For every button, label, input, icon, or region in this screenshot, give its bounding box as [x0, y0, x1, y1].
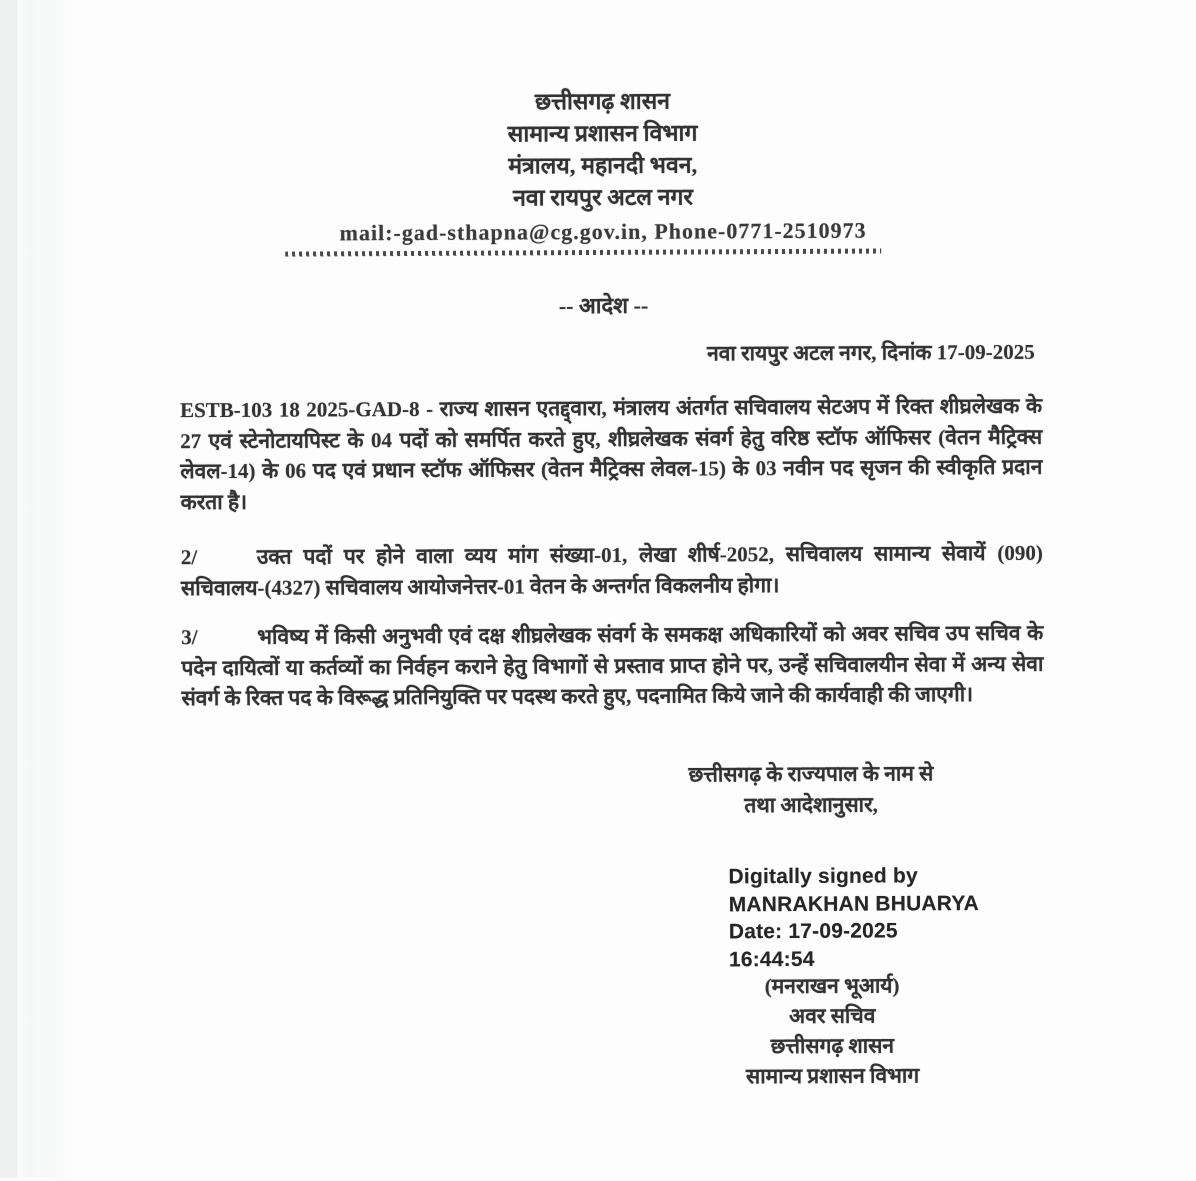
paragraph-3 [181, 618, 1043, 714]
closing-line-2: तथा आदेशानुसार, [744, 792, 878, 818]
signatory-name: (मनराखन भूआर्य) [764, 973, 900, 999]
address-line-2: नवा रायपुर अटल नगर [512, 184, 693, 211]
paragraph-2-number: 2/ [180, 545, 198, 570]
signatory-block [652, 970, 1013, 1092]
place-and-date: नवा रायपुर अटल नगर, दिनांक 17-09-2025 [706, 339, 1035, 366]
digital-signature-line-4: 16:44:54 [728, 947, 815, 971]
address-line-1: मंत्रालय, महानदी भवन, [508, 152, 698, 179]
paragraph-3-number: 3/ [181, 625, 198, 650]
paragraph-1 [180, 391, 1043, 518]
dashed-separator [285, 249, 881, 257]
order-title: -- आदेश -- [558, 292, 649, 319]
closing-line-1: छत्तीसगढ़ के राज्यपाल के नाम से [688, 761, 934, 787]
letterhead [177, 84, 1028, 250]
contact-line: mail:-gad-sthapna@cg.gov.in, Phone-0771-2510973 [339, 217, 867, 246]
government-name: छत्तीसगढ़ शासन [534, 88, 671, 115]
digital-signature-line-3: Date: 17-09-2025 [728, 919, 898, 944]
paragraph-1-text: ESTB-103 18 2025-GAD-8 - राज्य शासन एतद्द्वारा, मंत्रालय अंतर्गत सचिवालय सेटअप में रिक्त शीघ्रलेखक के 27 एवं स्टेनोटायपिस्ट के 04 पदों को समर्पित करते हुए, शीघ्रलेखक संवर्ग हेतु वरिष्ठ स्टॉफ ऑफिसर (वेतन मैट्रिक्स लेवल-14) के 06 पद एवं प्रधान स्टॉफ ऑफिसर (वेतन मैट्रिक्स लेवल-15) के 03 नवीन पद सृजन की स्वीकृति प्रदान करता है। [179, 393, 1043, 514]
digital-signature-line-2: MANRAKHAN BHUARYA [728, 891, 980, 916]
digital-signature-stamp [728, 862, 979, 973]
closing-block [631, 758, 991, 822]
signatory-government: छत्तीसगढ़ शासन [770, 1033, 895, 1059]
paragraph-3-text: भविष्य में किसी अनुभवी एवं दक्ष शीघ्रलेखक संवर्ग के समकक्ष अधिकारियों को अवर सचिव उप सचिव के पदेन दायित्वों या कर्तव्यों का निर्वहन कराने हेतु विभागों से प्रस्ताव प्राप्त होने पर, उन्हें सचिवालयीन सेवा में अन्य सेवा संवर्ग के रिक्त पद के विरूद्ध प्रतिनियुक्ति पर पदस्थ करते हुए, पदनामित किये जाने की कार्यवाही की जाएगी। [181, 620, 1044, 711]
digital-signature-line-1: Digitally signed by [728, 864, 918, 889]
paragraph-2-text: उक्त पदों पर होने वाला व्यय मांग संख्या-01, लेखा शीर्ष-2052, सचिवालय सामान्य सेवायें (090) सचिवालय-(4327) सचिवालय आयोजनेत्तर-01 वेतन के अन्तर्गत विकलनीय होगा। [180, 540, 1043, 600]
paragraph-2 [181, 538, 1043, 604]
department-name: सामान्य प्रशासन विभाग [507, 120, 698, 147]
signatory-department: सामान्य प्रशासन विभाग [745, 1063, 920, 1089]
signatory-designation: अवर सचिव [789, 1003, 876, 1029]
